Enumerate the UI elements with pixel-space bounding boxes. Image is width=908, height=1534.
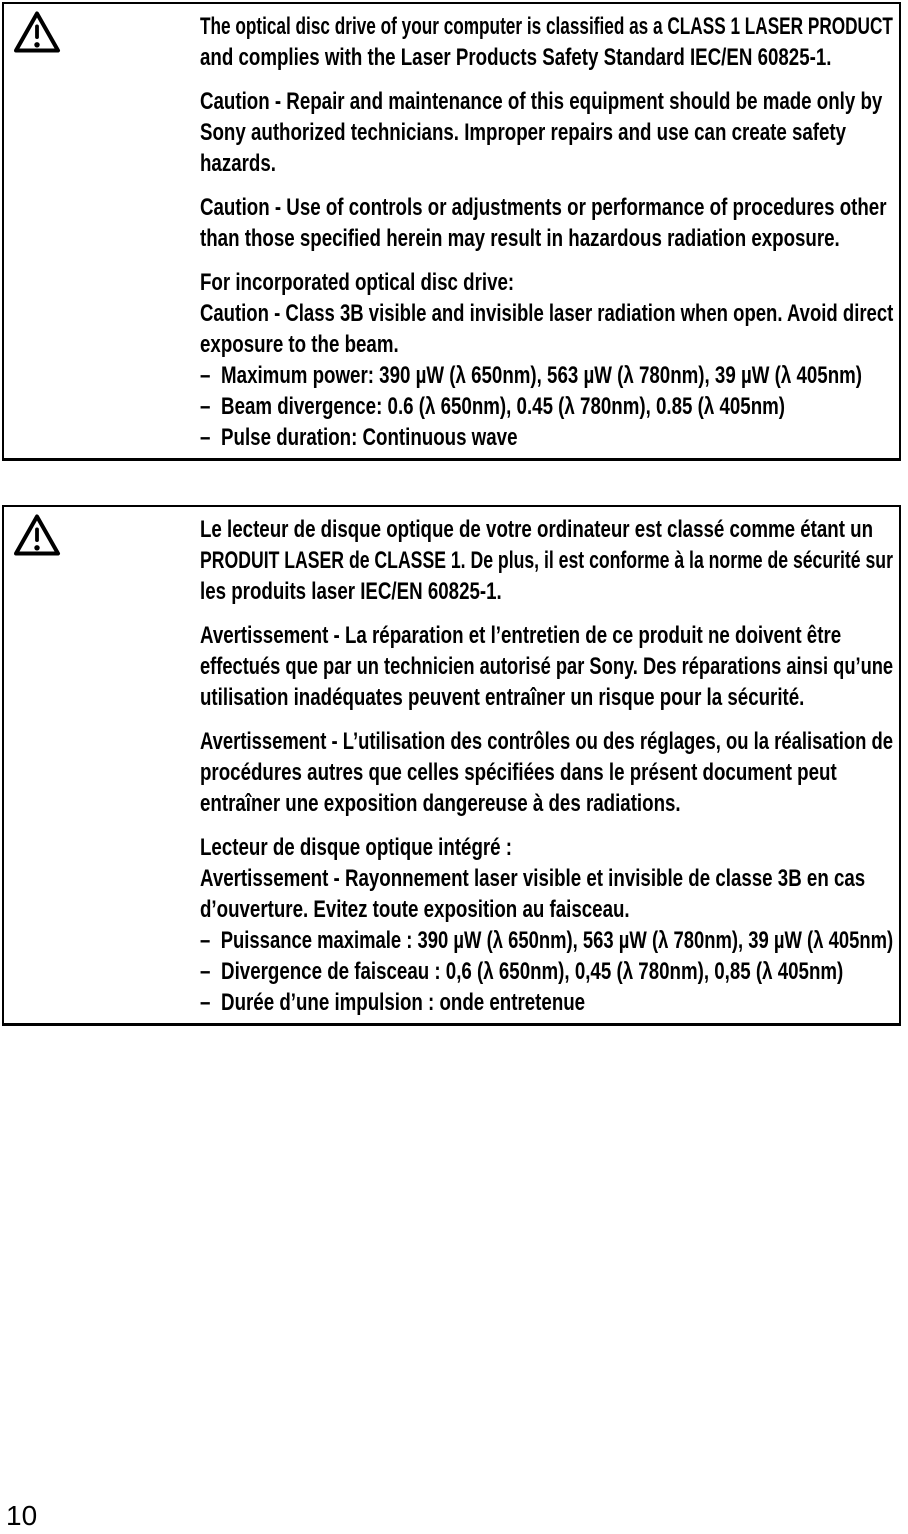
text-line: Sony authorized technicians. Improper repairs and use can create safety bbox=[200, 119, 847, 146]
warning-text-en bbox=[200, 4, 899, 458]
bullet-dash: – bbox=[200, 927, 211, 954]
bullet-dash: – bbox=[200, 393, 211, 420]
bullet-text: Divergence de faisceau : 0,6 (λ 650nm), 0,45 (λ 780nm), 0,85 (λ 405nm) bbox=[221, 958, 844, 985]
warning-text-fr bbox=[200, 507, 899, 1023]
text-line: entraîner une exposition dangereuse à des radiations. bbox=[200, 790, 681, 817]
laser-warning-box-en bbox=[2, 2, 901, 461]
text-line: than those specified herein may result in hazardous radiation exposure. bbox=[200, 225, 840, 252]
text-line: and complies with the Laser Products Safety Standard IEC/EN 60825-1. bbox=[200, 44, 832, 71]
bullet-text: Pulse duration: Continuous wave bbox=[221, 424, 518, 451]
text-line: PRODUIT LASER de CLASSE 1. De plus, il est conforme à la norme de sécurité sur bbox=[200, 547, 893, 574]
text-line: Caution - Class 3B visible and invisible laser radiation when open. Avoid direct bbox=[200, 300, 894, 327]
bullet-text: Durée d’une impulsion : onde entretenue bbox=[221, 989, 586, 1016]
bullet-list bbox=[200, 360, 895, 453]
bullet-line bbox=[200, 956, 895, 987]
text-line: exposure to the beam. bbox=[200, 331, 399, 358]
text-line: Avertissement - Rayonnement laser visible et invisible de classe 3B en cas bbox=[200, 865, 866, 892]
bullet-line bbox=[200, 422, 895, 453]
text-line: For incorporated optical disc drive: bbox=[200, 269, 515, 296]
bullet-list bbox=[200, 925, 895, 1018]
bullet-text: Beam divergence: 0.6 (λ 650nm), 0.45 (λ 780nm), 0.85 (λ 405nm) bbox=[221, 393, 786, 420]
paragraph bbox=[200, 267, 895, 360]
paragraph bbox=[200, 192, 895, 254]
bullet-line bbox=[200, 925, 895, 956]
text-line: d’ouverture. Evitez toute exposition au faisceau. bbox=[200, 896, 630, 923]
warning-triangle-icon bbox=[13, 513, 61, 557]
bullet-dash: – bbox=[200, 958, 211, 985]
text-line: Le lecteur de disque optique de votre ordinateur est classé comme étant un bbox=[200, 516, 874, 543]
text-line: Avertissement - L’utilisation des contrôles ou des réglages, ou la réalisation de bbox=[200, 728, 894, 755]
paragraph bbox=[200, 11, 895, 73]
text-line: The optical disc drive of your computer is classified as a CLASS 1 LASER PRODUCT bbox=[200, 13, 893, 40]
laser-warning-box-fr bbox=[2, 505, 901, 1026]
bullet-text: Maximum power: 390 µW (λ 650nm), 563 µW (λ 780nm), 39 µW (λ 405nm) bbox=[221, 362, 863, 389]
text-line: Avertissement - La réparation et l’entretien de ce produit ne doivent être bbox=[200, 622, 842, 649]
text-line: les produits laser IEC/EN 60825-1. bbox=[200, 578, 502, 605]
text-line: Caution - Repair and maintenance of this equipment should be made only by bbox=[200, 88, 883, 115]
warning-icon-cell bbox=[4, 4, 200, 458]
warning-icon-cell bbox=[4, 507, 200, 1023]
page-number: 10 bbox=[6, 1500, 38, 1531]
text-line: procédures autres que celles spécifiées dans le présent document peut bbox=[200, 759, 837, 786]
text-line: utilisation inadéquates peuvent entraîner un risque pour la sécurité. bbox=[200, 684, 805, 711]
bullet-text: Puissance maximale : 390 µW (λ 650nm), 563 µW (λ 780nm), 39 µW (λ 405nm) bbox=[220, 927, 894, 954]
paragraph bbox=[200, 620, 895, 713]
bullet-line bbox=[200, 987, 895, 1018]
text-line: Caution - Use of controls or adjustments or performance of procedures other bbox=[200, 194, 887, 221]
bullet-dash: – bbox=[200, 989, 211, 1016]
text-line: hazards. bbox=[200, 150, 276, 177]
bullet-dash: – bbox=[200, 424, 211, 451]
bullet-line bbox=[200, 391, 895, 422]
bullet-dash: – bbox=[200, 362, 211, 389]
text-line: Lecteur de disque optique intégré : bbox=[200, 834, 513, 861]
paragraph bbox=[200, 832, 895, 925]
paragraph bbox=[200, 514, 895, 607]
text-line: effectués que par un technicien autorisé par Sony. Des réparations ainsi qu’une bbox=[200, 653, 894, 680]
bullet-line bbox=[200, 360, 895, 391]
paragraph bbox=[200, 726, 895, 819]
paragraph bbox=[200, 86, 895, 179]
warning-triangle-icon bbox=[13, 10, 61, 54]
